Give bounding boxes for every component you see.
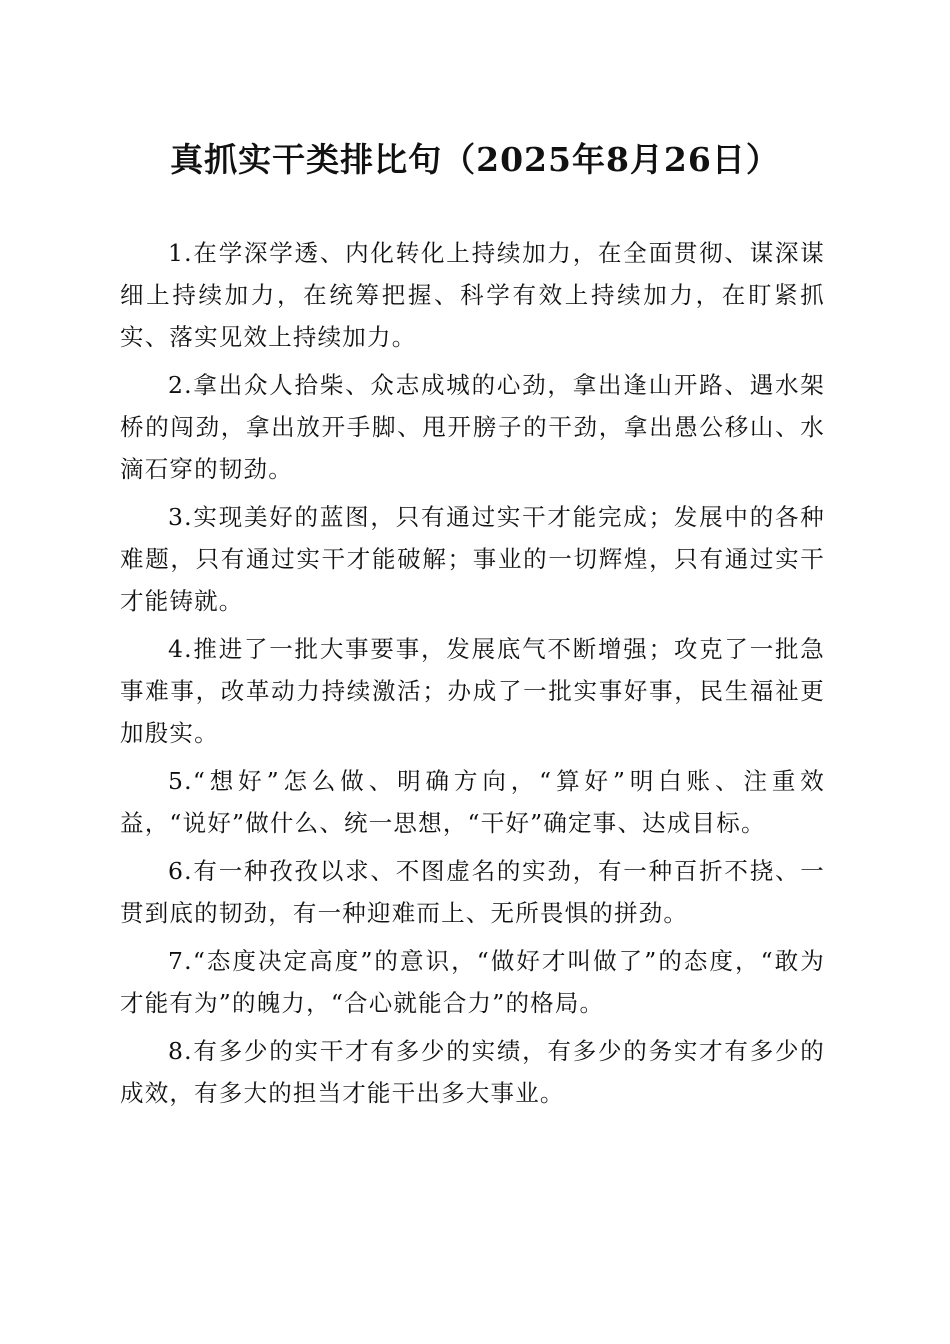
paragraph-8: 8.有多少的实干才有多少的实绩，有多少的务实才有多少的成效，有多大的担当才能干出多大事业。 [120,1037,825,1107]
paragraph-1: 1.在学深学透、内化转化上持续加力，在全面贯彻、谋深谋细上持续加力，在统筹把握、科学有效上持续加力，在盯紧抓实、落实见效上持续加力。 [120,239,825,351]
document-title: 真抓实干类排比句（2025年8月26日） [170,140,780,179]
paragraph-2: 2.拿出众人拾柴、众志成城的心劲，拿出逢山开路、遇水架桥的闯劲，拿出放开手脚、甩开膀子的干劲，拿出愚公移山、水滴石穿的韧劲。 [120,371,825,483]
paragraph-5: 5.“想好”怎么做、明确方向，“算好”明白账、注重效益，“说好”做什么、统一思想，“干好”确定事、达成目标。 [120,767,825,837]
paragraph-4: 4.推进了一批大事要事，发展底气不断增强；攻克了一批急事难事，改革动力持续激活；办成了一批实事好事，民生福祉更加殷实。 [120,635,825,747]
paragraph-6: 6.有一种孜孜以求、不图虚名的实劲，有一种百折不挠、一贯到底的韧劲，有一种迎难而上、无所畏惧的拼劲。 [120,857,825,927]
document-body [120,232,825,1120]
paragraph-3: 3.实现美好的蓝图，只有通过实干才能完成；发展中的各种难题，只有通过实干才能破解；事业的一切辉煌，只有通过实干才能铸就。 [120,503,825,615]
paragraph-7: 7.“态度决定高度”的意识，“做好才叫做了”的态度，“敢为才能有为”的魄力，“合心就能合力”的格局。 [120,947,825,1017]
